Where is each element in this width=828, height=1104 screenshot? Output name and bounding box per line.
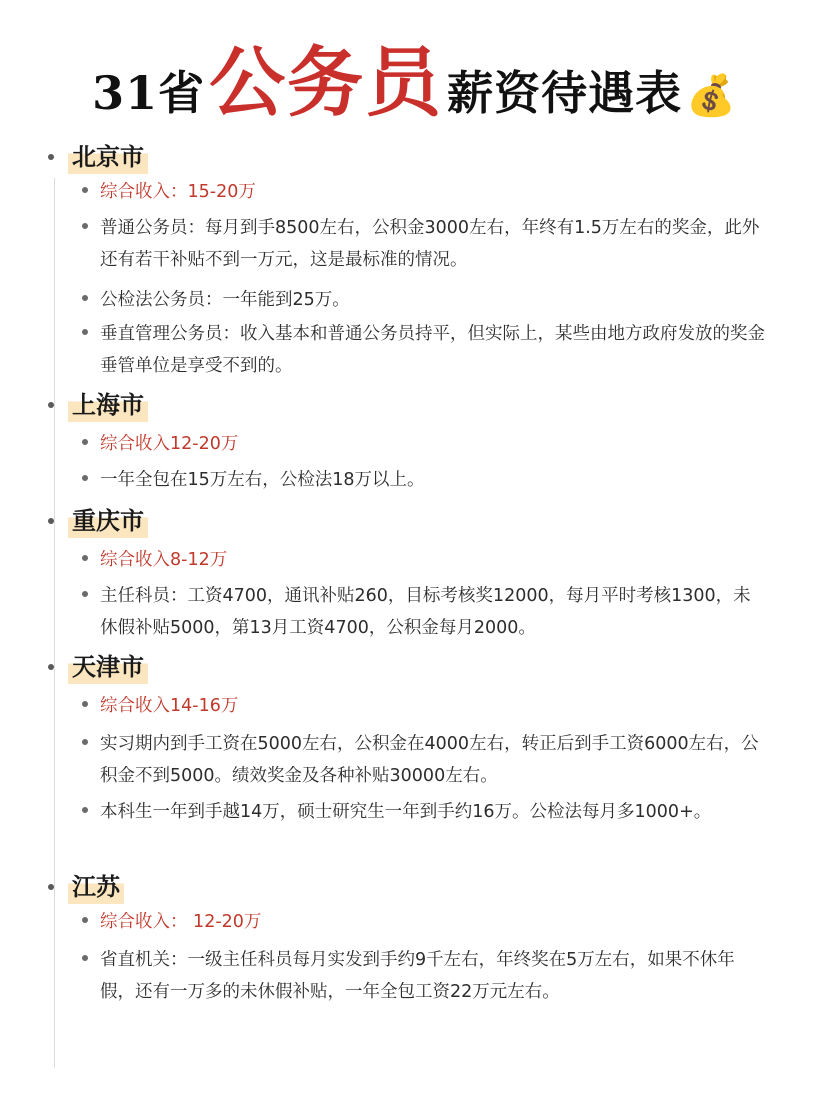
- item-bullet: [82, 223, 88, 229]
- item-bullet: [82, 475, 88, 481]
- city-heading-chongqing: 重庆市: [68, 504, 148, 538]
- city-bullet: [48, 518, 54, 524]
- title-suffix: 薪资待遇表: [447, 66, 683, 120]
- list-item-income: 综合收入8-12万: [82, 544, 768, 576]
- item-bullet: [82, 701, 88, 707]
- item-bullet: [82, 555, 88, 561]
- title-highlight: 公务员: [209, 38, 444, 127]
- city-heading-tianjin: 天津市: [68, 650, 148, 684]
- item-bullet: [82, 591, 88, 597]
- list-item: 公检法公务员：一年能到25万。: [82, 284, 768, 316]
- list-item: 本科生一年到手越14万，硕士研究生一年到手约16万。公检法每月多1000+。: [82, 796, 768, 828]
- item-bullet: [82, 739, 88, 745]
- city-heading-beijing: 北京市: [68, 140, 148, 174]
- item-bullet: [82, 187, 88, 193]
- list-item-income: 综合收入14-16万: [82, 690, 768, 722]
- city-bullet: [48, 402, 54, 408]
- title-prefix: 31省: [92, 66, 206, 120]
- list-item: 省直机关：一级主任科员每月实发到手约9千左右，年终奖在5万左右，如果不休年假，还有一万多的未休假补贴，一年全包工资22万元左右。: [82, 944, 768, 1008]
- outline-guide-line: [54, 178, 55, 1068]
- list-item-income: 综合收入：15-20万: [82, 176, 768, 208]
- list-item: 一年全包在15万左右，公检法18万以上。: [82, 464, 768, 496]
- money-bag-icon: 💰: [686, 72, 736, 119]
- list-item: 垂直管理公务员：收入基本和普通公务员持平，但实际上，某些由地方政府发放的奖金垂管单位是享受不到的。: [82, 318, 768, 382]
- item-bullet: [82, 807, 88, 813]
- list-item: 实习期内到手工资在5000左右，公积金在4000左右，转正后到手工资6000左右，公积金不到5000。绩效奖金及各种补贴30000左右。: [82, 728, 768, 792]
- city-bullet: [48, 664, 54, 670]
- list-item: 主任科员：工资4700，通讯补贴260，目标考核奖12000，每月平时考核1300，未休假补贴5000，第13月工资4700，公积金每月2000。: [82, 580, 768, 644]
- city-heading-jiangsu: 江苏: [68, 870, 124, 904]
- page-title: [0, 22, 828, 131]
- list-item-income: 综合收入： 12-20万: [82, 906, 768, 938]
- item-bullet: [82, 329, 88, 335]
- city-heading-shanghai: 上海市: [68, 388, 148, 422]
- item-bullet: [82, 917, 88, 923]
- item-bullet: [82, 955, 88, 961]
- item-bullet: [82, 439, 88, 445]
- city-bullet: [48, 154, 54, 160]
- list-item: 普通公务员：每月到手8500左右，公积金3000左右，年终有1.5万左右的奖金，此外还有若干补贴不到一万元，这是最标准的情况。: [82, 212, 768, 276]
- list-item-income: 综合收入12-20万: [82, 428, 768, 460]
- item-bullet: [82, 295, 88, 301]
- city-bullet: [48, 884, 54, 890]
